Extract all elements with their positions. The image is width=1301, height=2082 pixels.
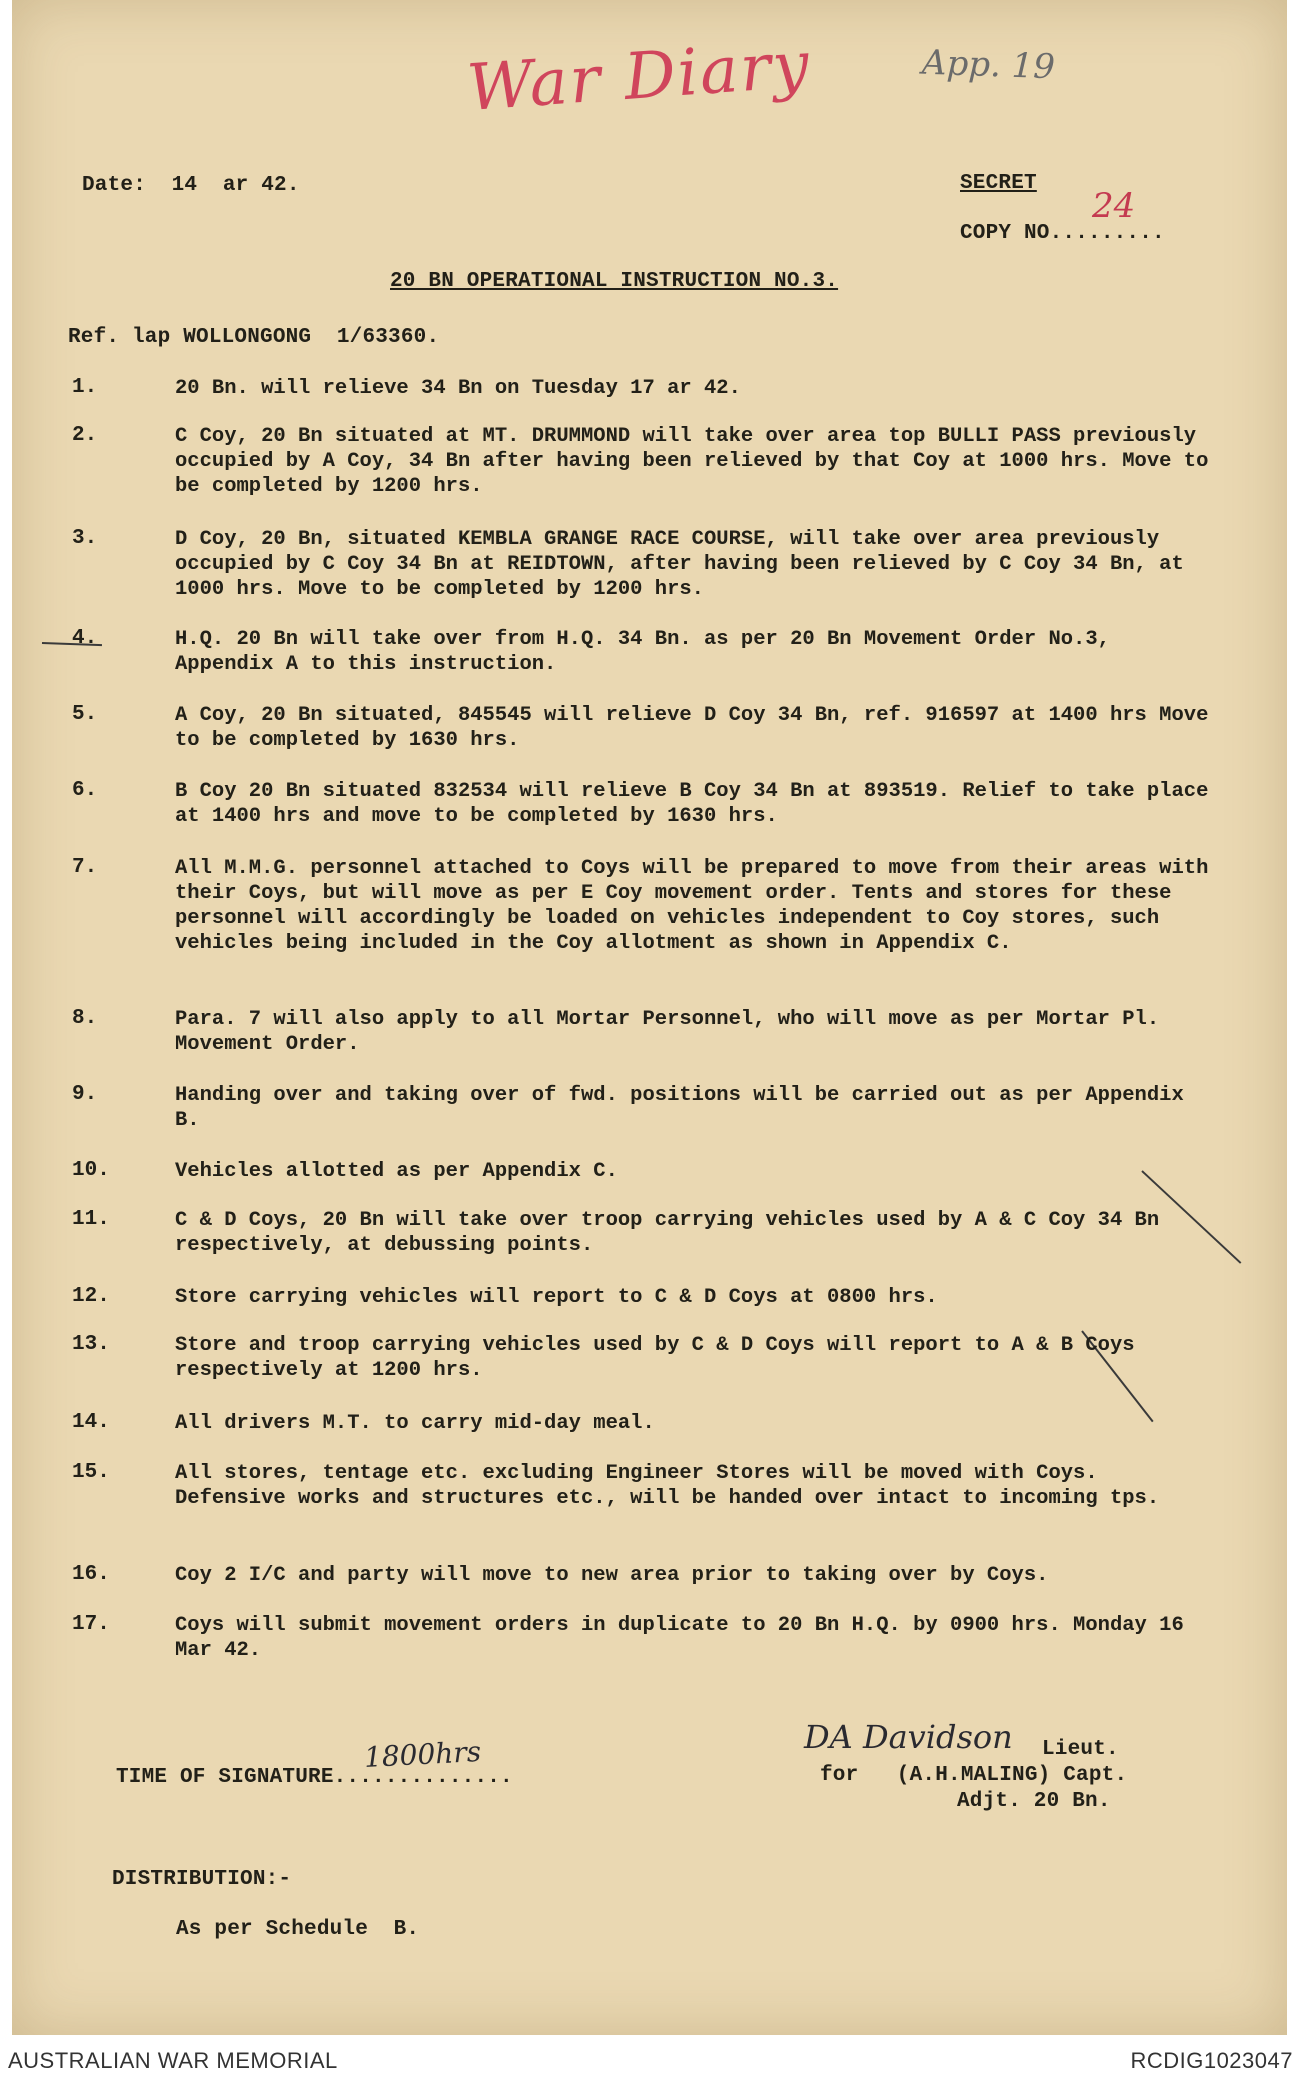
paragraph-text: A Coy, 20 Bn situated, 845545 will relieve D Coy 34 Bn, ref. 916597 at 1400 hrs Move to be completed by 1630 hrs. xyxy=(175,704,1209,752)
archive-record-id: RCDIG1023047 xyxy=(1130,2048,1293,2073)
paragraph-text: Coys will submit movement orders in duplicate to 20 Bn H.Q. by 0900 hrs. Monday 16 Mar 42. xyxy=(175,1614,1184,1662)
distribution-text: As per Schedule B. xyxy=(176,1918,420,1941)
paragraph-number: 1. xyxy=(72,376,98,399)
paragraph-text: D Coy, 20 Bn, situated KEMBLA GRANGE RACE COURSE, will take over area previously occupied by C Coy 34 Bn at REIDTOWN, after having been relieved by C Coy 34 Bn, at 1000 hrs. Move to be completed by 1200 hrs. xyxy=(175,528,1184,601)
copy-number-handwritten: 24 xyxy=(1092,186,1136,226)
archive-source-label: AUSTRALIAN WAR MEMORIAL xyxy=(8,2048,338,2073)
war-diary-annotation: War Diary xyxy=(464,28,814,126)
document-date: Date: 14 ar 42. xyxy=(82,174,300,197)
paragraph-text: Coy 2 I/C and party will move to new area prior to taking over by Coys. xyxy=(175,1564,1049,1587)
paragraph-number: 7. xyxy=(72,856,98,879)
copy-number: COPY NO......... xyxy=(960,222,1165,245)
appendix-annotation: App. 19 xyxy=(921,42,1056,88)
paragraph-text: C & D Coys, 20 Bn will take over troop carrying vehicles used by A & C Coy 34 Bn respectively, at debussing points. xyxy=(175,1209,1160,1257)
paragraph-text: Handing over and taking over of fwd. positions will be carried out as per Appendix B. xyxy=(175,1084,1184,1132)
paragraph-number: 5. xyxy=(72,703,98,726)
time-of-signature-handwritten: 1800hrs xyxy=(363,1734,482,1775)
paragraph-text: 20 Bn. will relieve 34 Bn on Tuesday 17 ar 42. xyxy=(175,377,741,400)
document-title: 20 BN OPERATIONAL INSTRUCTION NO.3. xyxy=(390,270,839,293)
signatory-appointment: Adjt. 20 Bn. xyxy=(957,1790,1111,1813)
paragraph-number: 6. xyxy=(72,779,98,802)
paragraph-text: All drivers M.T. to carry mid-day meal. xyxy=(175,1412,655,1435)
paragraph-number: 17. xyxy=(72,1613,110,1636)
paragraph-number: 15. xyxy=(72,1461,110,1484)
paragraph-number: 12. xyxy=(72,1285,110,1308)
paragraph-number: 11. xyxy=(72,1208,110,1231)
distribution-label: DISTRIBUTION:- xyxy=(112,1868,292,1891)
classification-label: SECRET xyxy=(960,172,1037,195)
paragraph-number: 14. xyxy=(72,1411,110,1434)
paragraph-text: H.Q. 20 Bn will take over from H.Q. 34 Bn. as per 20 Bn Movement Order No.3, Appendix A to this instruction. xyxy=(175,628,1110,676)
signature: DA Davidson xyxy=(804,1718,1013,1756)
paragraph-text: C Coy, 20 Bn situated at MT. DRUMMOND will take over area top BULLI PASS previously occupied by A Coy, 34 Bn after having been relieved by that Coy at 1000 hrs. Move to be completed by 1200 hrs. xyxy=(175,425,1209,498)
signatory-for-line: for (A.H.MALING) Capt. xyxy=(820,1764,1128,1787)
paragraph-number: 8. xyxy=(72,1007,98,1030)
paragraph-number: 13. xyxy=(72,1333,110,1356)
signatory-rank: Lieut. xyxy=(1042,1738,1119,1761)
paragraph-text: All stores, tentage etc. excluding Engineer Stores will be moved with Coys. Defensive works and structures etc., will be handed over intact to incoming tps. xyxy=(175,1462,1160,1510)
paragraph-text: All M.M.G. personnel attached to Coys will be prepared to move from their areas with their Coys, but will move as per E Coy movement order. Tents and stores for these personnel will accordingly be loaded on vehicles independent to Coy stores, such vehicles being included in the Coy allotment as shown in Appendix C. xyxy=(175,857,1209,955)
map-reference: Ref. lap WOLLONGONG 1/63360. xyxy=(68,326,440,349)
paragraph-number: 10. xyxy=(72,1159,110,1182)
paragraph-text: Store carrying vehicles will report to C & D Coys at 0800 hrs. xyxy=(175,1286,938,1309)
paragraph-text: Vehicles allotted as per Appendix C. xyxy=(175,1160,618,1183)
paragraph-text: Store and troop carrying vehicles used by C & D Coys will report to A & B Coys respectively at 1200 hrs. xyxy=(175,1334,1135,1382)
paragraph-text: B Coy 20 Bn situated 832534 will relieve B Coy 34 Bn at 893519. Relief to take place at 1400 hrs and move to be completed by 1630 hrs. xyxy=(175,780,1209,828)
time-of-signature-label: TIME OF SIGNATURE.............. xyxy=(116,1766,513,1789)
paragraph-number: 3. xyxy=(72,527,98,550)
document-page xyxy=(12,0,1287,2035)
paragraph-number: 2. xyxy=(72,424,98,447)
paragraph-number: 16. xyxy=(72,1563,110,1586)
paragraph-text: Para. 7 will also apply to all Mortar Personnel, who will move as per Mortar Pl. Movement Order. xyxy=(175,1008,1160,1056)
paragraph-number: 9. xyxy=(72,1083,98,1106)
paragraph-number: 4. xyxy=(72,627,98,650)
